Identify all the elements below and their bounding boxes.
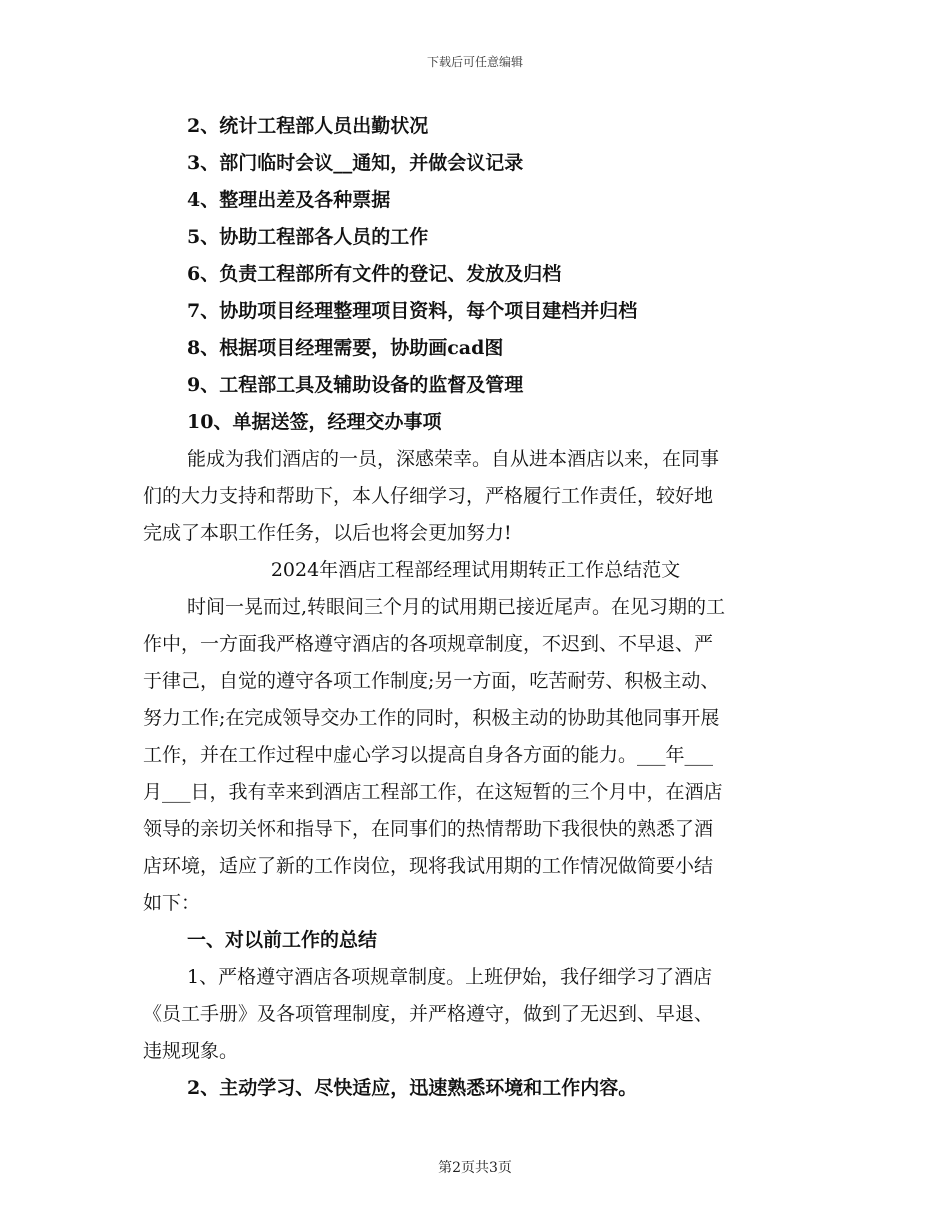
text-line: 努力工作;在完成领导交办工作的同时，积极主动的协助其他同事开展 (143, 707, 720, 729)
text-line: 违规现象。 (143, 1040, 239, 1062)
text-line: 们的大力支持和帮助下，本人仔细学习，严格履行工作责任，较好地 (143, 485, 714, 507)
paragraph-intro (143, 441, 808, 552)
document-body (143, 108, 808, 1107)
text-line: 领导的亲切关怀和指导下，在同事们的热情帮助下我很快的熟悉了酒 (143, 818, 714, 840)
text-line: 时间一晃而过,转眼间三个月的试用期已接近尾声。在见习期的工 (187, 596, 726, 618)
paragraph-summary (143, 589, 808, 922)
text-line: 作中，一方面我严格遵守酒店的各项规章制度，不迟到、不早退、严 (143, 633, 714, 655)
page-footer: 第2页共3页 (438, 1160, 512, 1176)
list-item: 7、协助项目经理整理项目资料，每个项目建档并归档 (187, 300, 638, 322)
text-line: 能成为我们酒店的一员，深感荣幸。自从进本酒店以来，在同事 (187, 448, 720, 470)
text-line: 月___日，我有幸来到酒店工程部工作，在这短暂的三个月中，在酒店 (143, 781, 723, 803)
list-item: 3、部门临时会议__通知，并做会议记录 (187, 152, 524, 174)
document-title: 2024年酒店工程部经理试用期转正工作总结范文 (270, 559, 681, 581)
list-item: 4、整理出差及各种票据 (187, 189, 391, 211)
list-item: 10、单据送签，经理交办事项 (187, 411, 442, 433)
text-line: 如下： (143, 892, 201, 914)
section-heading: 一、对以前工作的总结 (187, 929, 378, 951)
text-line: 完成了本职工作任务，以后也将会更加努力! (143, 522, 512, 544)
list-item: 2、统计工程部人员出勤状况 (187, 115, 429, 137)
paragraph-rules (143, 959, 808, 1070)
text-line: 工作，并在工作过程中虚心学习以提高自身各方面的能力。___年___ (143, 744, 714, 766)
text-line: 于律己，自觉的遵守各项工作制度;另一方面，吃苦耐劳、积极主动、 (143, 670, 720, 692)
list-item: 6、负责工程部所有文件的登记、发放及归档 (187, 263, 562, 285)
text-line: 1、严格遵守酒店各项规章制度。上班伊始，我仔细学习了酒店 (187, 966, 713, 988)
sub-heading: 2、主动学习、尽快适应，迅速熟悉环境和工作内容。 (187, 1077, 638, 1099)
text-line: 《员工手册》及各项管理制度，并严格遵守，做到了无迟到、早退、 (143, 1003, 714, 1025)
list-item: 8、根据项目经理需要，协助画cad图 (187, 337, 504, 359)
text-line: 店环境，适应了新的工作岗位，现将我试用期的工作情况做简要小结 (143, 855, 714, 877)
list-item: 5、协助工程部各人员的工作 (187, 226, 429, 248)
list-item: 9、工程部工具及辅助设备的监督及管理 (187, 374, 524, 396)
task-list (143, 108, 808, 441)
page-header: 下载后可任意编辑 (426, 55, 523, 69)
